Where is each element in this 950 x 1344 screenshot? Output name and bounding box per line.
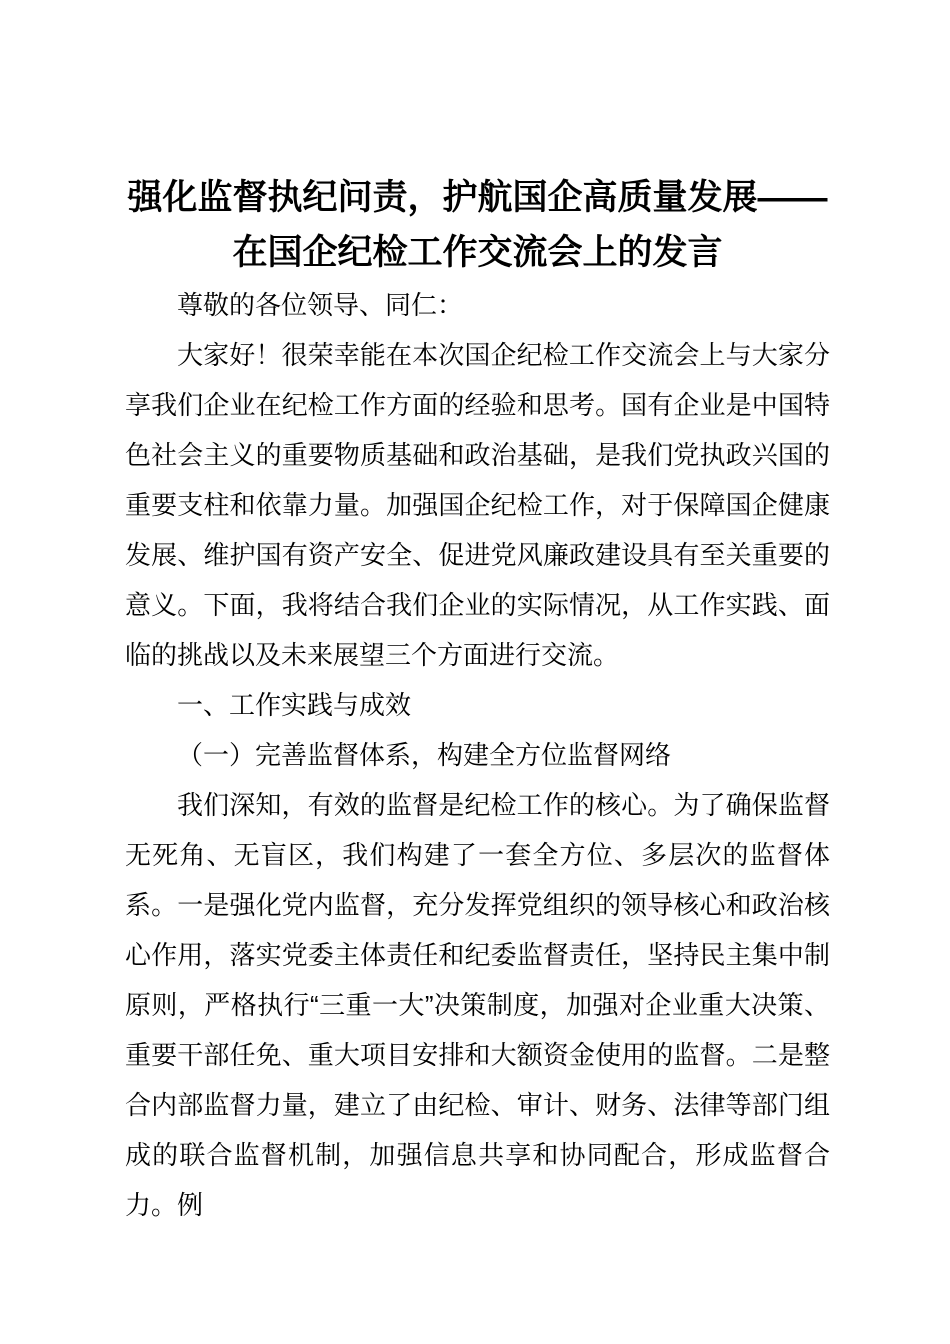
paragraph-subsection-heading: （一）完善监督体系，构建全方位监督网络 xyxy=(177,740,672,770)
document-content xyxy=(125,170,830,1230)
title-line-1: 强化监督执纪问责，护航国企高质量发展—— xyxy=(127,178,828,217)
document-title xyxy=(125,170,830,280)
paragraph-section-heading: 一、工作实践与成效 xyxy=(177,690,412,720)
paragraph-supervision-system: 我们深知，有效的监督是纪检工作的核心。为了确保监督无死角、无盲区，我们构建了一套全方位、多层次的监督体系。一是强化党内监督，充分发挥党组织的领导核心和政治核心作用，落实党委主体责任和纪委监督责任，坚持民主集中制原则，严格执行“三重一大”决策制度，加强对企业重大决策、重要干部任免、重大项目安排和大额资金使用的监督。二是整合内部监督力量，建立了由纪检、审计、财务、法律等部门组成的联合监督机制，加强信息共享和协同配合，形成监督合力。例 xyxy=(125,790,830,1220)
paragraph-introduction: 大家好！很荣幸能在本次国企纪检工作交流会上与大家分享我们企业在纪检工作方面的经验和思考。国有企业是中国特色社会主义的重要物质基础和政治基础，是我们党执政兴国的重要支柱和依靠力量。加强国企纪检工作，对于保障国企健康发展、维护国有资产安全、促进党风廉政建设具有至关重要的意义。下面，我将结合我们企业的实际情况，从工作实践、面临的挑战以及未来展望三个方面进行交流。 xyxy=(125,340,830,670)
title-line-2: 在国企纪检工作交流会上的发言 xyxy=(232,233,723,272)
paragraph-salutation: 尊敬的各位领导、同仁： xyxy=(177,290,464,320)
document-body xyxy=(125,280,830,1230)
